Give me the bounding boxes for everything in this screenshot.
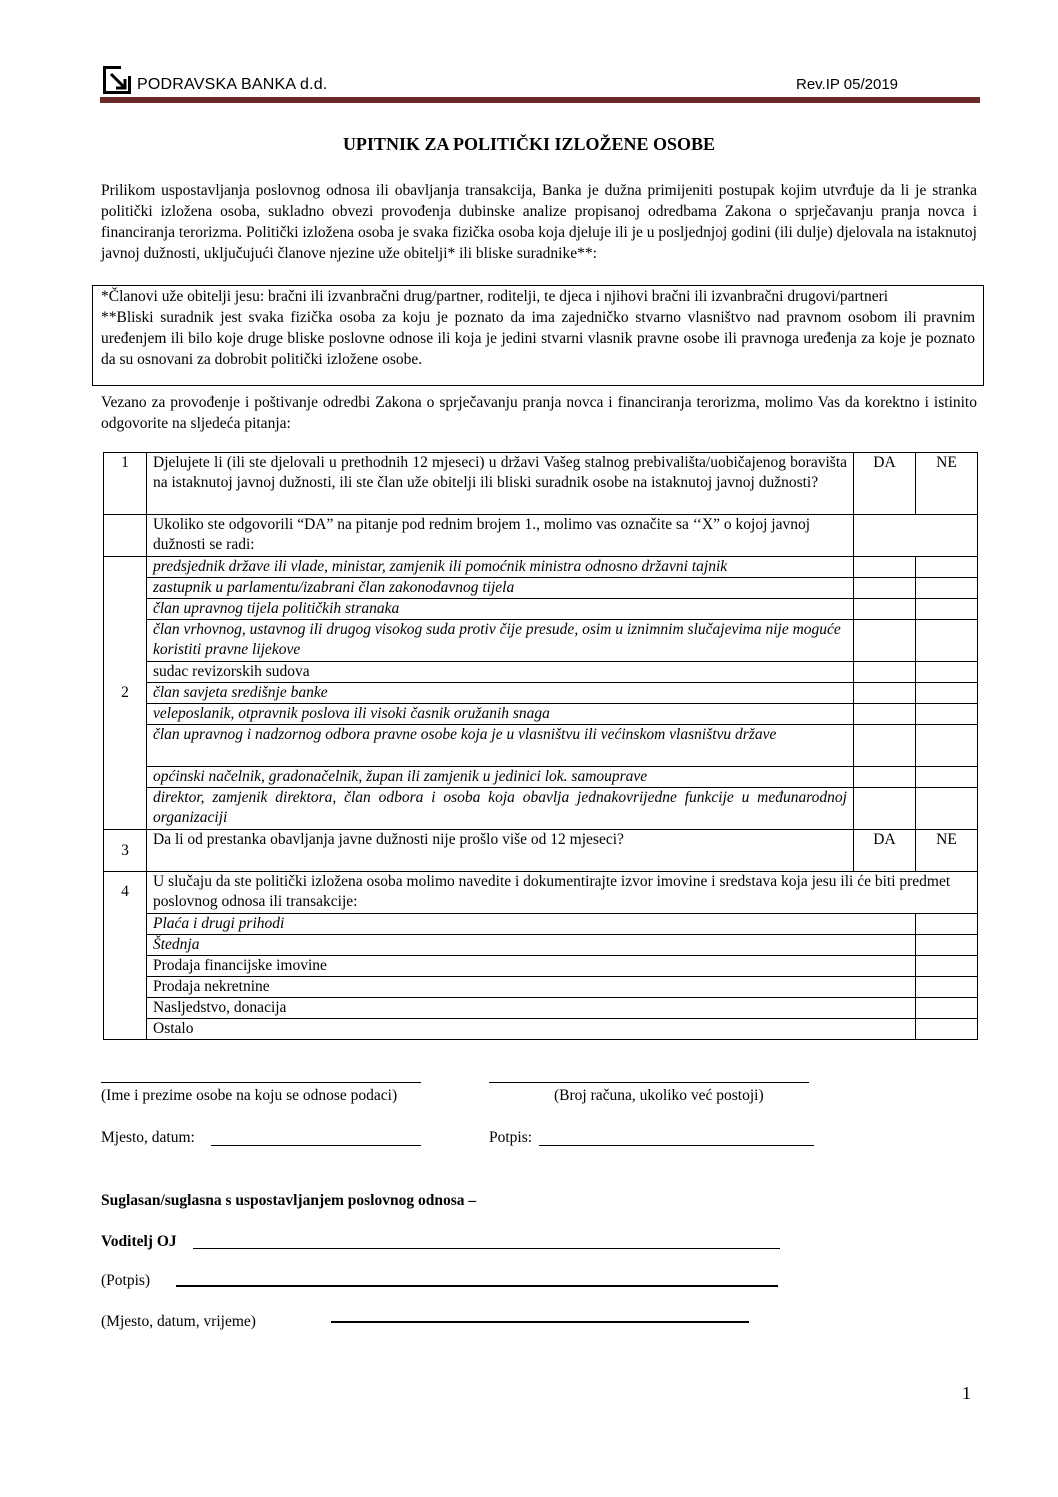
source-mark-cell[interactable] bbox=[916, 977, 978, 998]
office-mark-cell[interactable] bbox=[854, 788, 916, 830]
source-option: Plaća i drugi prihodi bbox=[147, 914, 916, 935]
account-number-line[interactable] bbox=[489, 1082, 809, 1083]
lead-in-paragraph: Vezano za provođenje i poštivanje odredbi Zakona o sprječavanju pranja novca i financiranja terorizma, molimo Vas da korektno i istinito odgovorite na sljedeća pitanja: bbox=[101, 394, 977, 432]
source-option: Ostalo bbox=[147, 1019, 916, 1040]
bank-name: PODRAVSKA BANKA d.d. bbox=[137, 76, 328, 93]
table-row bbox=[104, 935, 978, 956]
office-mark-cell[interactable] bbox=[916, 767, 978, 788]
consent-statement: Suglasan/suglasna s uspostavljanjem poslovnog odnosa – bbox=[101, 1192, 477, 1209]
office-mark-cell[interactable] bbox=[854, 578, 916, 599]
source-mark-cell[interactable] bbox=[916, 1019, 978, 1040]
office-option: član vrhovnog, ustavnog ili drugog visokog suda protiv čije presude, osim u iznimnim slučajevima nije moguće koristiti pravne lijekove bbox=[147, 620, 854, 662]
office-option: direktor, zamjenik direktora, član odbora i osoba koja obavlja jednakovrijedne funkcije u međunarodnoj organizaciji bbox=[147, 788, 854, 830]
associate-definition: **Bliski suradnik jest svaka fizička osoba za koju je poznato da ima zajedničko stvarno vlasništvo nad pravnom osobom ili pravnim uređenjem ili bilo koje druge bliske poslovne odnose ili koja je jedini stvarni vlasnik pravne osobe ili pravnoga uređenja za koje je poznato da su osnovani za dobrobit politički izložene osobe. bbox=[101, 309, 975, 368]
office-mark-cell[interactable] bbox=[854, 767, 916, 788]
follow-up-instruction: Ukoliko ste odgovorili “DA” na pitanje pod rednim brojem 1., molimo vas označite sa ‘‘X” o kojoj javnoj dužnosti se radi: bbox=[147, 515, 854, 557]
table-row bbox=[104, 515, 978, 557]
manager-place-line[interactable] bbox=[331, 1321, 749, 1323]
source-mark-cell[interactable] bbox=[916, 956, 978, 977]
manager-name-line[interactable] bbox=[193, 1248, 780, 1249]
signature-line[interactable] bbox=[539, 1145, 814, 1146]
source-option: Prodaja financijske imovine bbox=[147, 956, 916, 977]
question-text: U slučaju da ste politički izložena osoba molimo navedite i dokumentirajte izvor imovine i sredstava koja jesu ili će biti predmet poslovnog odnosa ili transakcije: bbox=[147, 872, 978, 914]
manager-label: Voditelj OJ bbox=[101, 1233, 177, 1250]
office-option: veleposlanik, otpravnik poslova ili visoki časnik oružanih snaga bbox=[147, 704, 854, 725]
office-option: predsjednik države ili vlade, ministar, zamjenik ili pomoćnik ministra odnosno državni tajnik bbox=[147, 557, 854, 578]
office-mark-cell[interactable] bbox=[916, 788, 978, 830]
table-row bbox=[104, 977, 978, 998]
office-mark-cell[interactable] bbox=[916, 557, 978, 578]
office-option: sudac revizorskih sudova bbox=[147, 662, 854, 683]
answer-yes-checkbox[interactable]: DA bbox=[854, 453, 916, 515]
source-option: Štednja bbox=[147, 935, 916, 956]
table-row bbox=[104, 662, 978, 683]
office-mark-cell[interactable] bbox=[916, 683, 978, 704]
table-row bbox=[104, 620, 978, 662]
answer-no-checkbox[interactable]: NE bbox=[916, 830, 978, 872]
office-mark-cell[interactable] bbox=[916, 578, 978, 599]
source-option: Nasljedstvo, donacija bbox=[147, 998, 916, 1019]
question-text: Djelujete li (ili ste djelovali u prethodnih 12 mjeseci) u državi Vašeg stalnog prebivališta/uobičajenog boravišta na istaknutoj javnoj dužnosti, ili ste član uže obitelji ili bliski suradnik osobe na istaknutoj javnoj dužnosti? bbox=[147, 453, 854, 515]
answer-no-checkbox[interactable]: NE bbox=[916, 453, 978, 515]
office-option: zastupnik u parlamentu/izabrani član zakonodavnog tijela bbox=[147, 578, 854, 599]
office-option: član upravnog tijela političkih stranaka bbox=[147, 599, 854, 620]
table-row bbox=[104, 683, 978, 704]
table-row bbox=[104, 788, 978, 830]
manager-place-label: (Mjesto, datum, vrijeme) bbox=[101, 1313, 256, 1330]
office-mark-cell[interactable] bbox=[854, 599, 916, 620]
name-signature-line[interactable] bbox=[101, 1082, 421, 1083]
table-row bbox=[104, 599, 978, 620]
question-number: 4 bbox=[104, 872, 147, 1040]
place-date-line[interactable] bbox=[211, 1145, 421, 1146]
intro-paragraph: Prilikom uspostavljanja poslovnog odnosa ili obavljanja transakcija, Banka je dužna primijeniti postupak kojim utvrđuje da li je stranka politički izložena osoba, sukladno obvezi provođenja dubinske analize propisanoj odredbama Zakona o sprječavanju pranja novca i financiranja terorizma. Politički izložena osoba je svaka fizička osoba koja djeluje ili je u posljednjoj godini (ili dulje) djelovala na istaknutoj javnoj dužnosti, uključujući članove njezine uže obitelji* ili bliske suradnike**: bbox=[101, 182, 977, 262]
office-mark-cell[interactable] bbox=[916, 620, 978, 662]
table-row bbox=[104, 872, 978, 914]
place-date-label: Mjesto, datum: bbox=[101, 1129, 195, 1146]
office-mark-cell[interactable] bbox=[854, 557, 916, 578]
table-row bbox=[104, 914, 978, 935]
office-mark-cell[interactable] bbox=[854, 704, 916, 725]
table-row bbox=[104, 578, 978, 599]
table-row bbox=[104, 725, 978, 767]
name-line-label: (Ime i prezime osobe na koju se odnose podaci) bbox=[101, 1087, 398, 1104]
question-number: 1 bbox=[104, 453, 147, 515]
office-mark-cell[interactable] bbox=[854, 725, 916, 767]
table-row bbox=[104, 998, 978, 1019]
account-line-label: (Broj računa, ukoliko već postoji) bbox=[554, 1087, 764, 1104]
table-row bbox=[104, 704, 978, 725]
source-mark-cell[interactable] bbox=[916, 935, 978, 956]
source-mark-cell[interactable] bbox=[916, 914, 978, 935]
table-row bbox=[104, 1019, 978, 1040]
page-number: 1 bbox=[962, 1383, 971, 1403]
definitions-box bbox=[92, 285, 984, 386]
family-definition: *Članovi uže obitelji jesu: bračni ili izvanbračni drug/partner, roditelji, te djeca i njihovi bračni ili izvanbračni drugovi/partneri bbox=[101, 288, 889, 305]
bank-logo-icon bbox=[103, 66, 133, 94]
office-option: član upravnog i nadzornog odbora pravne osobe koja je u vlasništvu ili većinskom vlasništvu države bbox=[147, 725, 854, 767]
table-row bbox=[104, 557, 978, 578]
signature-label: Potpis: bbox=[489, 1129, 533, 1146]
office-mark-cell[interactable] bbox=[854, 620, 916, 662]
office-mark-cell[interactable] bbox=[916, 662, 978, 683]
table-row bbox=[104, 956, 978, 977]
page-title: UPITNIK ZA POLITIČKI IZLOŽENE OSOBE bbox=[342, 134, 716, 154]
office-mark-cell[interactable] bbox=[916, 599, 978, 620]
office-mark-cell[interactable] bbox=[916, 725, 978, 767]
question-number: 3 bbox=[104, 830, 147, 872]
office-option: član savjeta središnje banke bbox=[147, 683, 854, 704]
source-option: Prodaja nekretnine bbox=[147, 977, 916, 998]
question-number: 2 bbox=[104, 557, 147, 830]
office-mark-cell[interactable] bbox=[854, 683, 916, 704]
table-row bbox=[104, 453, 978, 515]
manager-signature-line[interactable] bbox=[176, 1285, 778, 1287]
header-divider bbox=[100, 97, 980, 103]
office-mark-cell[interactable] bbox=[854, 662, 916, 683]
office-option: općinski načelnik, gradonačelnik, župan ili zamjenik u jedinici lok. samouprave bbox=[147, 767, 854, 788]
question-text: Da li od prestanka obavljanja javne dužnosti nije prošlo više od 12 mjeseci? bbox=[147, 830, 854, 872]
table-row bbox=[104, 767, 978, 788]
table-row bbox=[104, 830, 978, 872]
source-mark-cell[interactable] bbox=[916, 998, 978, 1019]
manager-signature-label: (Potpis) bbox=[101, 1272, 151, 1289]
revision-code: Rev.IP 05/2019 bbox=[796, 76, 899, 93]
questionnaire-table bbox=[103, 452, 978, 1040]
office-mark-cell[interactable] bbox=[916, 704, 978, 725]
answer-yes-checkbox[interactable]: DA bbox=[854, 830, 916, 872]
